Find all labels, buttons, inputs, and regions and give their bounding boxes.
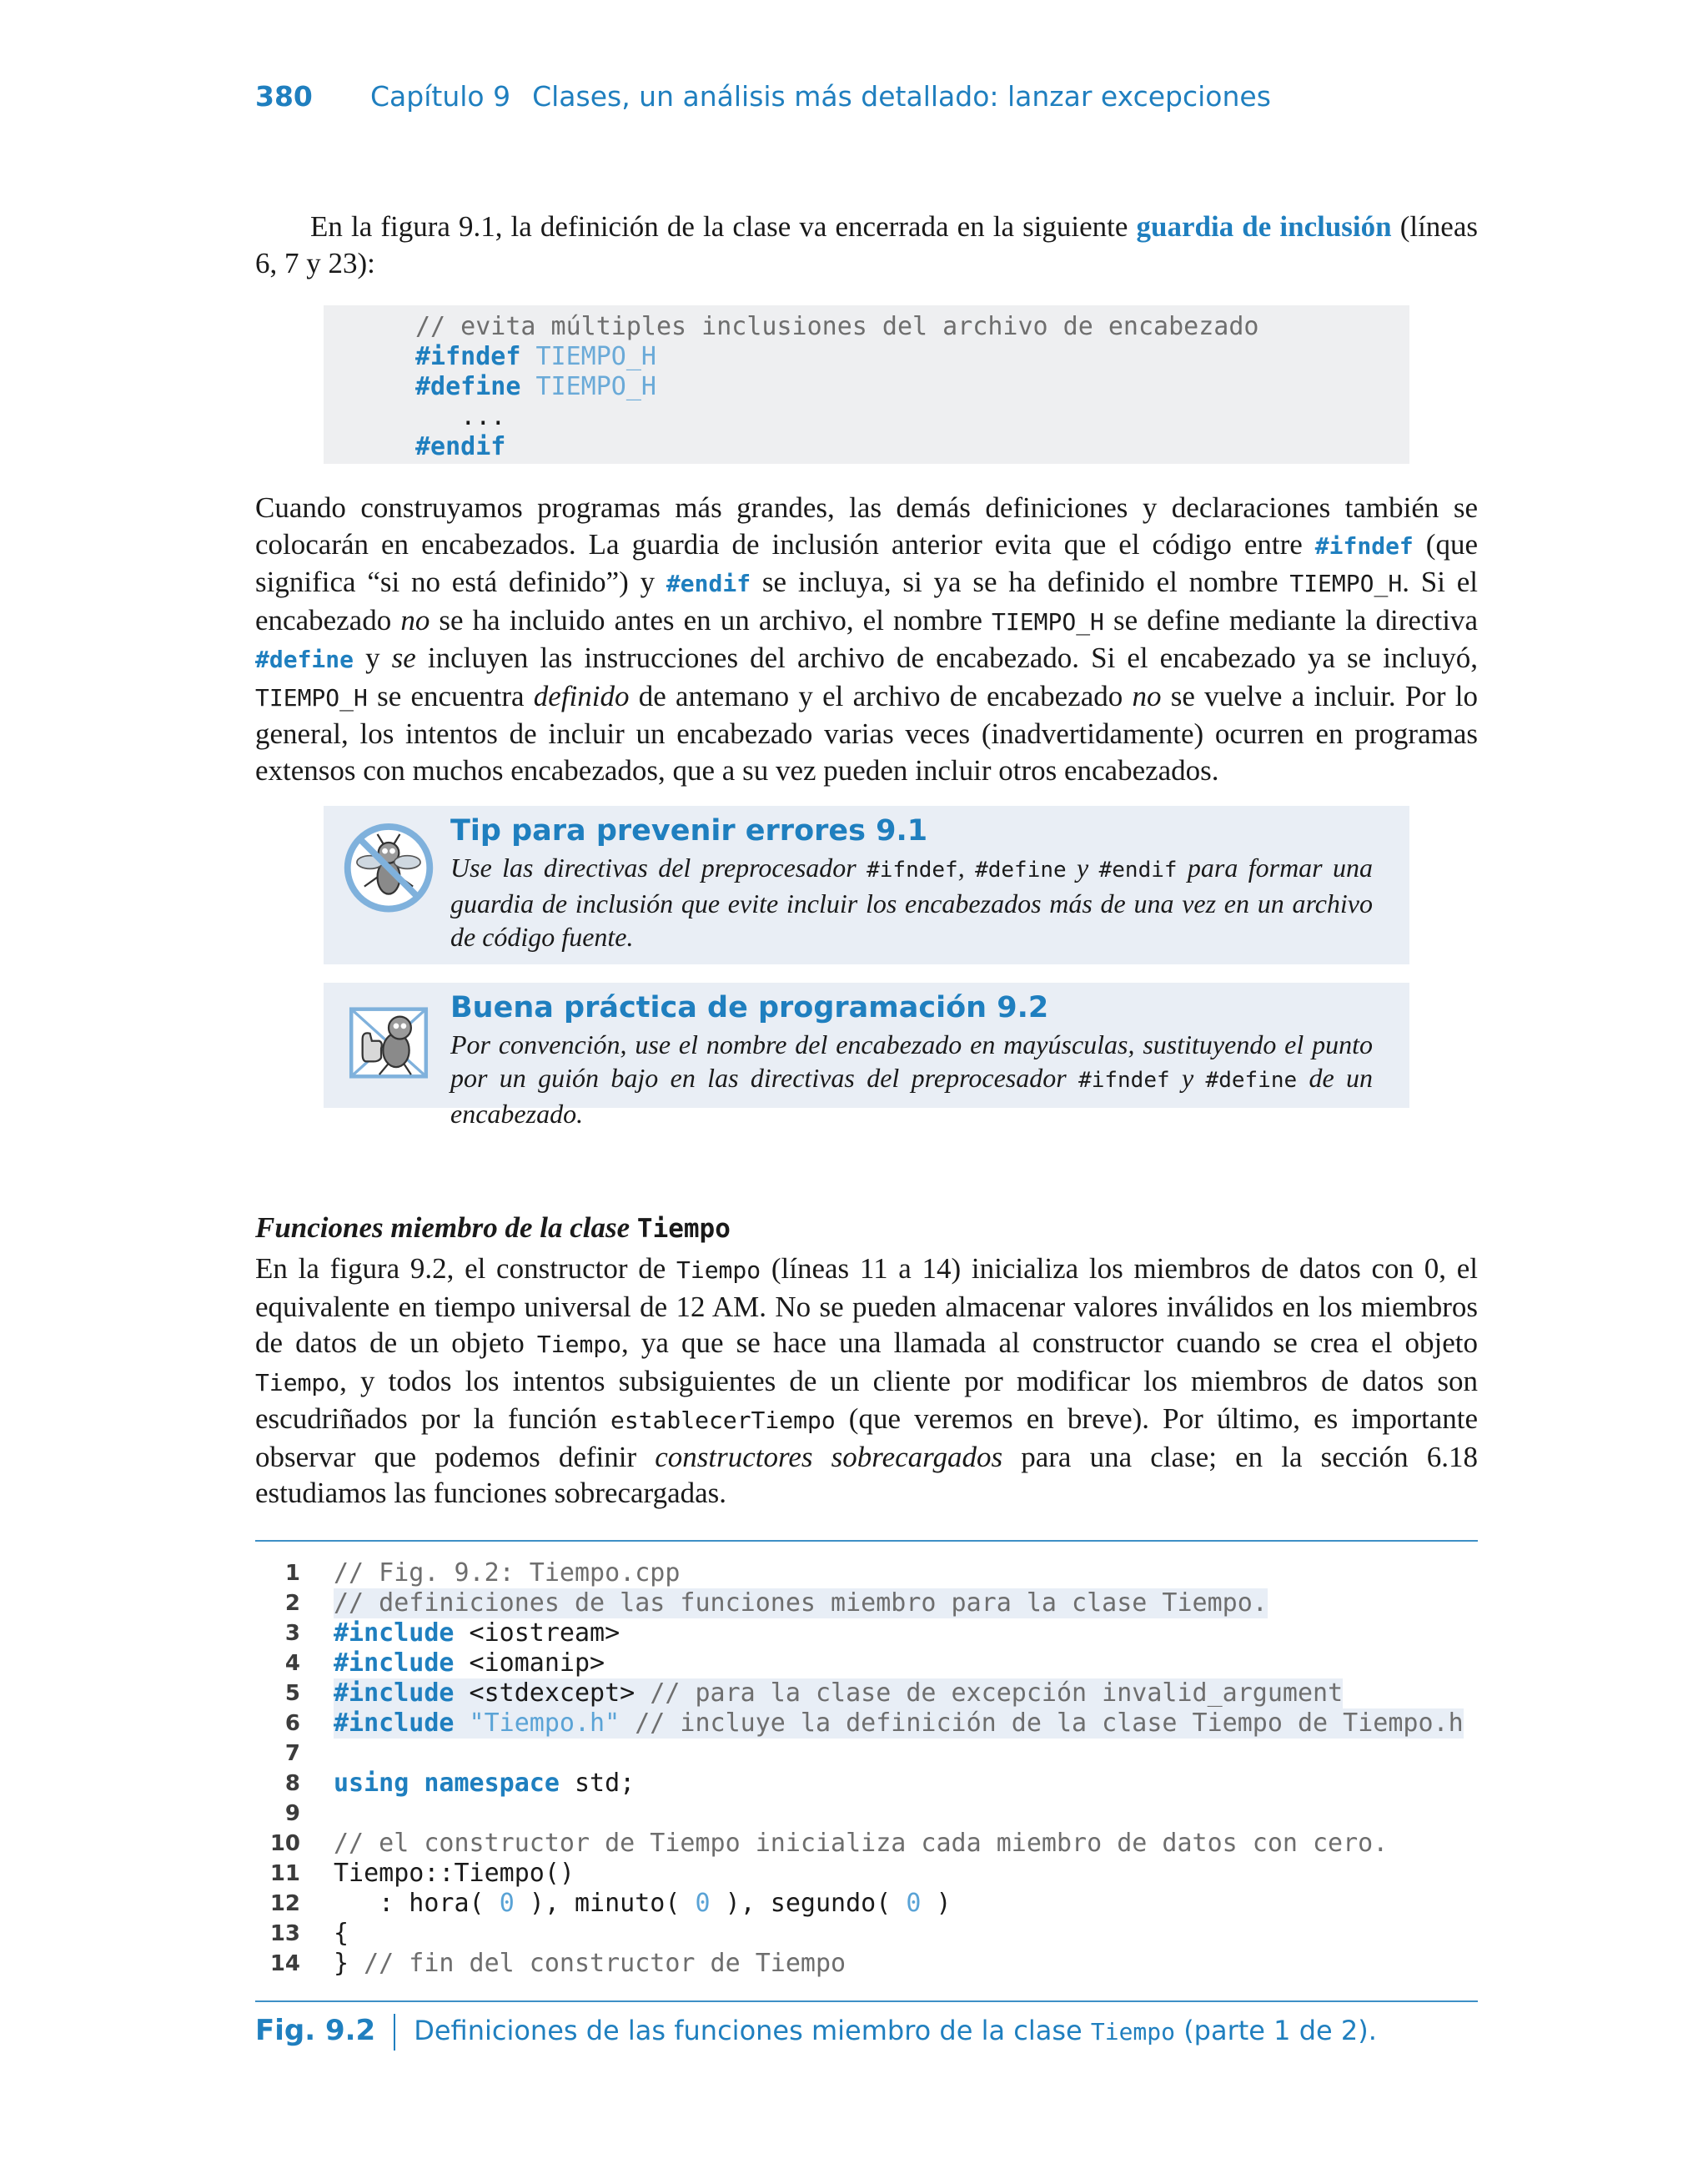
page-number: 380: [255, 80, 313, 113]
code-listing: [255, 1558, 1478, 1979]
bug-prohibited-icon: [342, 819, 435, 913]
caption-separator: [394, 2014, 395, 2051]
code-line: 12 : hora( 0 ), minuto( 0 ), segundo( 0 ): [269, 1889, 952, 1918]
figure-number: Fig. 9.2: [255, 2014, 376, 2047]
listing-top-rule: [255, 1540, 1478, 1542]
section-title: Funciones miembro de la clase Tiempo: [255, 1211, 731, 1244]
code-line: 11 Tiempo::Tiempo(): [269, 1859, 575, 1888]
listing-bottom-rule: [255, 2000, 1478, 2002]
code-line: 4 #include <iomanip>: [284, 1648, 605, 1678]
figure-caption: Fig. 9.2 Definiciones de las funciones miembro de la clase Tiempo (parte 1 de 2).: [255, 2014, 1377, 2051]
constructor-paragraph: En la figura 9.2, el constructor de Tiempo (líneas 11 a 14) inicializa los miembros de datos con 0, el equivalente en tiempo universal de 12 AM. No se pueden almacenar valores inválidos en los miembros de datos de un objeto Tiempo, ya que se hace una llamada al constructor cuando se crea el objeto Tiempo, y todos los intentos subsiguientes de un cliente por modificar los miembros de datos son escudriñados por la función establecerTiempo (que veremos en breve). Por último, es importante observar que podemos definir constructores sobrecargados para una clase; en la sección 6.18 estudiamos las funciones sobrecargadas.: [255, 1252, 1479, 1509]
practice-body: Por convención, use el nombre del encabezado en mayúsculas, sustituyendo el punto por un guión bajo en las directivas del preprocesador #ifndef y #define de un encabezado.: [450, 1029, 1374, 1129]
code-line: 14 } // fin del constructor de Tiempo: [269, 1949, 846, 1978]
chapter-label: Capítulo 9: [370, 80, 511, 113]
error-prevention-tip: [324, 806, 1409, 964]
include-guard-snippet: // evita múltiples inclusiones del archivo de encabezado #ifndef TIEMPO_H #define TIEMPO_H ... #endif: [324, 305, 1409, 464]
practice-title: Buena práctica de programación 9.2: [450, 991, 1049, 1024]
code-line: 13 {: [269, 1919, 349, 1948]
running-header: [255, 80, 1481, 113]
code-line: 5 #include <stdexcept> // para la clase de excepción invalid_argument: [284, 1678, 1344, 1708]
good-practice-tip: [324, 983, 1409, 1129]
code-line: 3 #include <iostream>: [284, 1618, 620, 1648]
explanation-paragraph: Cuando construyamos programas más grandes, las demás definiciones y declaraciones también se colocarán en encabezados. La guardia de inclusión anterior evita que el código entre #ifndef (que significa “si no está definido”) y #endif se incluya, si ya se ha definido el nombre TIEMPO_H. Si el encabezado no se ha incluido antes en un archivo, el nombre TIEMPO_H se define mediante la directiva #define y se incluyen las instrucciones del archivo de encabezado. Si el encabezado ya se incluyó, TIEMPO_H se encuentra definido de antemano y el archivo de encabezado no se vuelve a incluir. Por lo general, los intentos de incluir un encabezado varias veces (inadvertidamente) ocurren en programas extensos con muchos encabezados, que a su vez pueden incluir otros encabezados.: [255, 491, 1479, 787]
intro-paragraph: En la figura 9.1, la definición de la clase va encerrada en la siguiente guardia de inclusión (líneas 6, 7 y 23):: [255, 210, 1478, 279]
code-line: 7: [284, 1741, 300, 1766]
code-line: 9: [284, 1801, 300, 1826]
code-line: 1 // Fig. 9.2: Tiempo.cpp: [284, 1558, 681, 1588]
code-line: 2 // definiciones de las funciones miembro para la clase Tiempo.: [284, 1588, 1268, 1618]
tip-title: Tip para prevenir errores 9.1: [450, 814, 928, 848]
chapter-title: Clases, un análisis más detallado: lanzar excepciones: [532, 80, 1271, 113]
tip-body: Use las directivas del preprocesador #ifndef, #define y #endif para formar una guardia de inclusión que evite incluir los encabezados más de una vez en un archivo de código fuente.: [450, 853, 1374, 952]
code-line: 10 // el constructor de Tiempo inicializa cada miembro de datos con cero.: [269, 1829, 1389, 1858]
code-line: 8 using namespace std;: [284, 1769, 635, 1798]
term-include-guard: guardia de inclusión: [1136, 210, 1392, 243]
bug-thumbs-up-icon: [342, 996, 435, 1090]
code-line: 6 #include "Tiempo.h" // incluye la definición de la clase Tiempo de Tiempo.h: [284, 1708, 1464, 1738]
